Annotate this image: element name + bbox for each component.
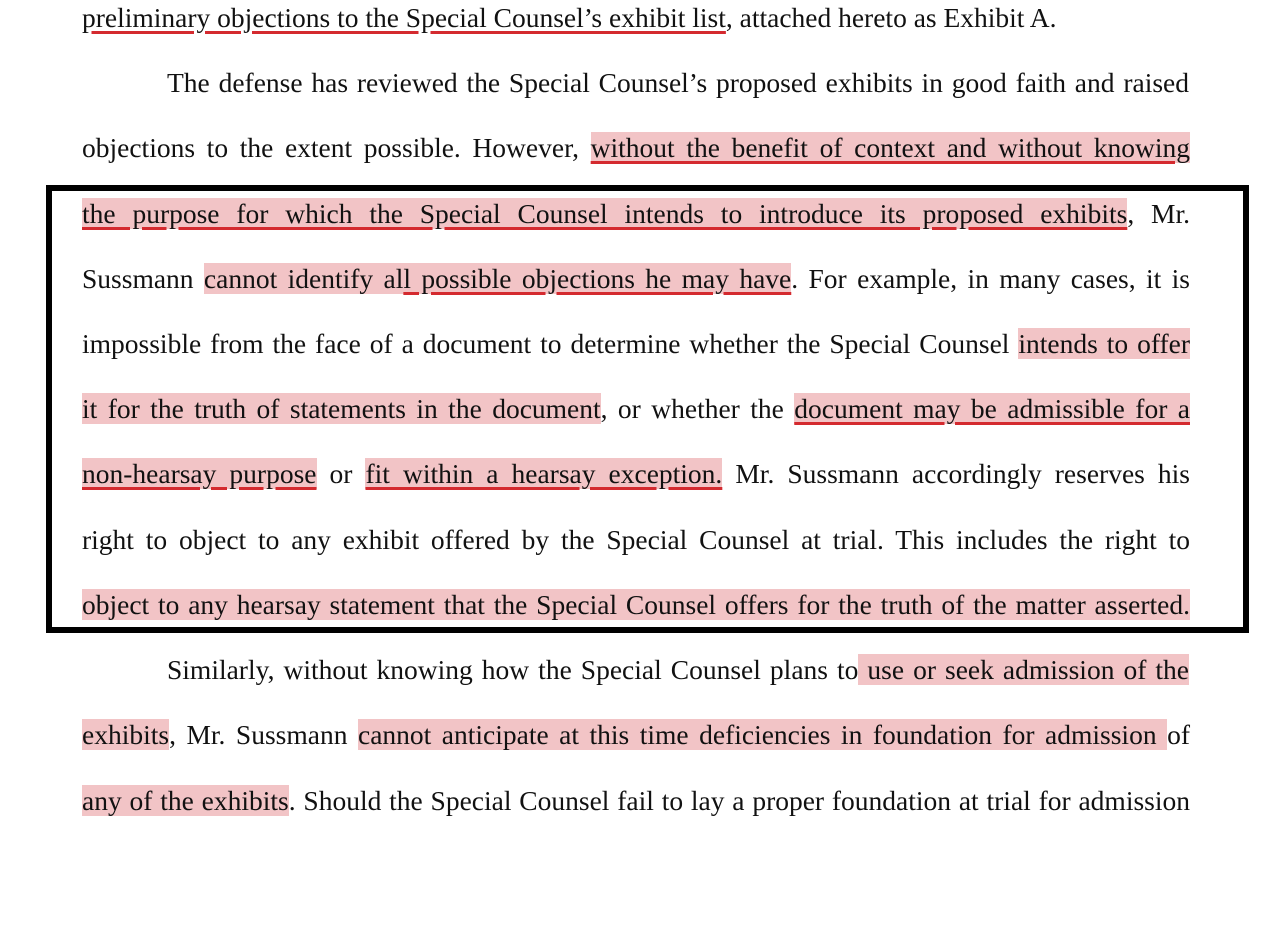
highlighted-phrase: it for the truth of statements in the document (82, 393, 601, 424)
text-run: impossible from the face of a document to determine whether the Special Counsel (82, 328, 1019, 359)
text-run: Sussmann (82, 263, 204, 294)
text-run: , attached hereto as Exhibit A. (725, 2, 1057, 33)
text-line-13 (82, 783, 1190, 819)
text-line-5 (82, 261, 1190, 297)
highlighted-underlined-phrase: l possible objections he may have (403, 263, 792, 294)
text-line-4 (82, 196, 1190, 232)
text-line-8 (82, 456, 1190, 492)
highlighted-phrase: any of the exhibits (82, 785, 289, 816)
text-run: . Should the Special Counsel fail to lay a proper foundation at trial for admission (288, 785, 1190, 816)
text-line-6 (82, 326, 1190, 362)
highlighted-underlined-phrase: document may be admissible for a (794, 393, 1190, 424)
text-run: , Mr. (1127, 198, 1190, 229)
text-run: of (1167, 719, 1190, 750)
text-run: . For example, in many cases, it is (791, 263, 1190, 294)
text-line-12 (82, 717, 1190, 753)
text-line-11 (167, 652, 1189, 688)
highlighted-underlined-phrase: without the benefit of context and without knowing (590, 132, 1190, 163)
highlighted-phrase: intends to offer (1018, 328, 1190, 359)
highlighted-underlined-phrase: the purpose for which the Special Counsel intends to introduce its proposed exhibits (82, 198, 1128, 229)
text-run: or (316, 458, 366, 489)
text-line-3 (82, 130, 1190, 166)
text-line-10 (82, 587, 1190, 623)
highlighted-phrase: use or seek admission of the (858, 654, 1189, 685)
text-run: Mr. Sussmann accordingly reserves his (722, 458, 1190, 489)
text-line-9 (82, 522, 1190, 558)
highlighted-phrase: cannot anticipate at this time deficiencies in foundation for admission (357, 719, 1168, 750)
text-line-2 (167, 65, 1189, 101)
text-run: , or whether the (600, 393, 795, 424)
text-run: The defense has reviewed the Special Counsel’s proposed exhibits in good faith and raised (167, 67, 1189, 98)
highlighted-phrase: cannot identify al (203, 263, 404, 294)
highlighted-underlined-phrase: fit within a hearsay exception. (365, 458, 723, 489)
text-line-7 (82, 391, 1190, 427)
underlined-phrase: preliminary objections to the Special Counsel’s exhibit list (82, 2, 726, 33)
text-run: objections to the extent possible. However, (82, 132, 591, 163)
text-run: Similarly, without knowing how the Special Counsel plans to (167, 654, 859, 685)
highlighted-phrase: exhibits (82, 719, 170, 750)
text-run: , Mr. Sussmann (169, 719, 358, 750)
highlighted-underlined-phrase: non-hearsay purpose (82, 458, 317, 489)
text-run: right to object to any exhibit offered by the Special Counsel at trial. This includes the right to (82, 524, 1190, 555)
highlighted-phrase: object to any hearsay statement that the Special Counsel offers for the truth of the matter asserted. (82, 589, 1190, 620)
text-line-1 (82, 0, 1190, 36)
